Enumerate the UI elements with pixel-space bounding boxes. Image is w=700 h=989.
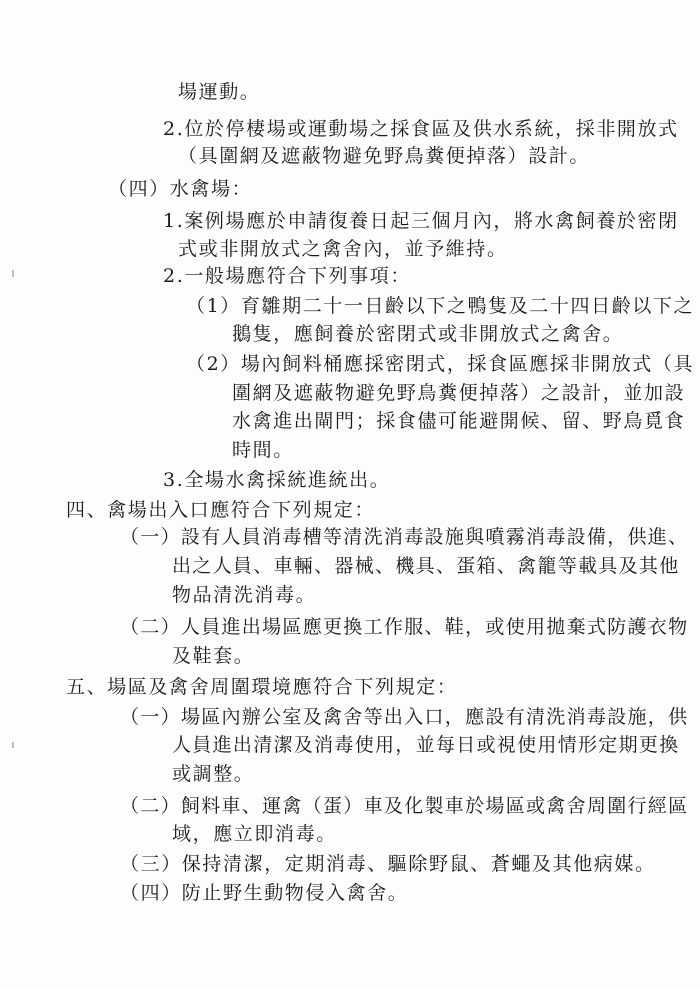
text-line: 場運動。: [178, 81, 261, 103]
text-line: 3.全場水禽採統進統出。: [163, 469, 391, 491]
text-line: （四）水禽場：: [108, 178, 253, 200]
text-line: 人員進出清潔及消毒使用，並每日或視使用情形定期更換: [172, 734, 680, 756]
text-line: 四、禽場出入口應符合下列規定：: [66, 499, 376, 521]
scan-mark: [12, 742, 14, 748]
text-line: 及鞋套。: [172, 645, 255, 667]
text-line: 或調整。: [172, 763, 255, 785]
text-line: 鵝隻，應飼養於密閉式或非開放式之禽舍。: [232, 323, 624, 345]
text-line: （二）人員進出場區應更換工作服、鞋，或使用拋棄式防護衣物: [120, 616, 689, 638]
text-line: 五、場區及禽舍周圍環境應符合下列規定：: [66, 676, 458, 698]
text-line: 1.案例場應於申請復養日起三個月內，將水禽飼養於密閉: [163, 210, 679, 232]
text-line: 水禽進出閘門；採食儘可能避開候、留、野鳥覓食: [232, 410, 686, 432]
text-line: 2.位於停棲場或運動場之採食區及供水系統，採非開放式: [163, 118, 679, 140]
text-line: （一）場區內辦公室及禽舍等出入口，應設有清洗消毒設施，供: [120, 706, 689, 728]
text-line: （二）飼料車、運禽（蛋）車及化製車於場區或禽舍周圍行經區: [120, 795, 689, 817]
text-line: 式或非開放式之禽舍內，並予維持。: [178, 238, 508, 260]
text-line: （一）設有人員消毒槽等清洗消毒設施與噴霧消毒設備，供進、: [120, 526, 689, 548]
text-line: （三）保持清潔，定期消毒、驅除野鼠、蒼蠅及其他病媒。: [120, 853, 656, 875]
text-line: （2）場內飼料桶應採密閉式，採食區應採非開放式（具: [186, 353, 695, 375]
text-line: 域，應立即消毒。: [172, 823, 337, 845]
scan-mark: [12, 270, 14, 277]
text-line: 2.一般場應符合下列事項：: [163, 265, 411, 287]
text-line: （具圍網及遮蔽物避免野鳥糞便掉落）設計。: [178, 145, 591, 167]
text-line: （四）防止野生動物侵入禽舍。: [120, 882, 409, 904]
text-line: 出之人員、車輛、器械、機具、蛋箱、禽籠等載具及其他: [172, 555, 680, 577]
text-line: 圍網及遮蔽物避免野鳥糞便掉落）之設計，並加設: [232, 382, 686, 404]
text-line: （1）育雛期二十一日齡以下之鴨隻及二十四日齡以下之: [186, 295, 695, 317]
text-line: 物品清洗消毒。: [172, 584, 317, 606]
text-line: 時間。: [232, 439, 294, 461]
